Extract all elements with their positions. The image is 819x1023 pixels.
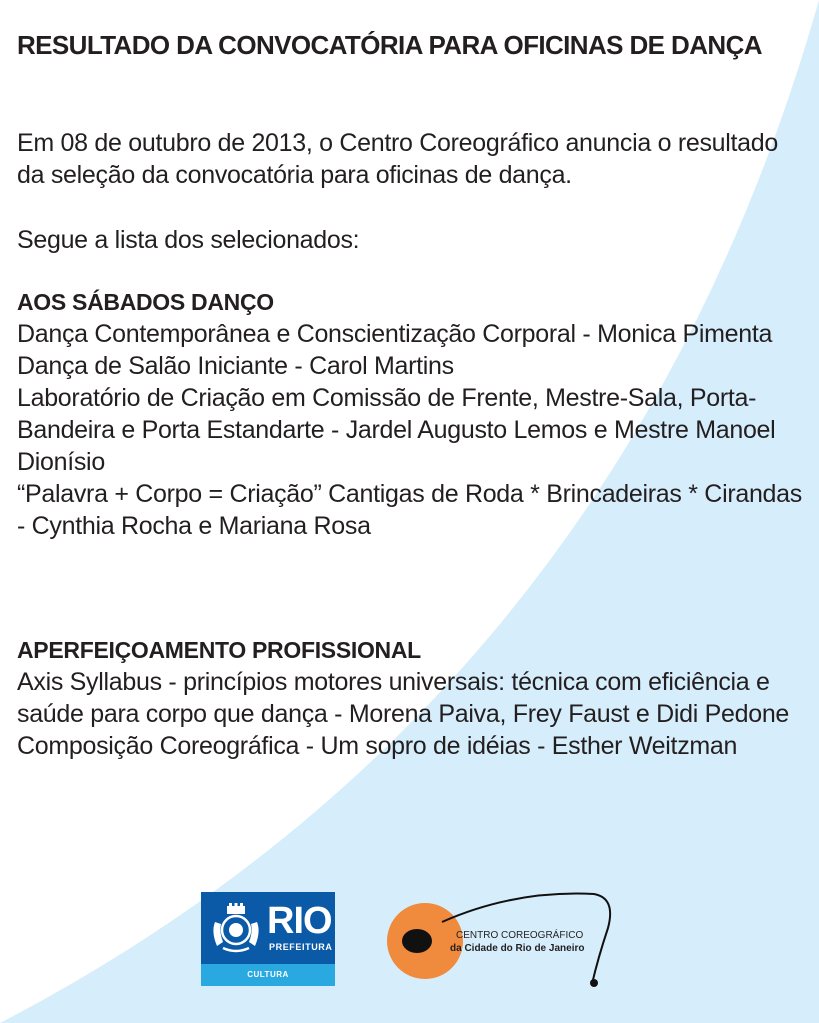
intro-paragraph: Em 08 de outubro de 2013, o Centro Coreográfico anuncia o resultado da seleção da convocatória para oficinas de dança. [17, 129, 778, 189]
section-heading: AOS SÁBADOS DANÇO [17, 289, 274, 315]
list-item: Composição Coreográfica - Um sopro de idéias - Esther Weitzman [17, 732, 738, 760]
rio-crest-icon [209, 902, 263, 954]
list-item: Laboratório de Criação em Comissão de Frente, Mestre-Sala, Porta-Bandeira e Porta Estandarte - Jardel Augusto Lemos e Mestre Manoel Dionísio [17, 384, 776, 476]
list-item: Axis Syllabus - princípios motores universais: técnica com eficiência e saúde para corpo que dança - Morena Paiva, Frey Faust e Didi Pedone [17, 668, 790, 728]
rio-prefeitura-logo [201, 892, 335, 986]
centro-name-line1: CENTRO COREOGRÁFICO [456, 930, 584, 941]
list-intro: Segue a lista dos selecionados: [17, 226, 360, 254]
list-item: Dança de Salão Iniciante - Carol Martins [17, 352, 454, 380]
page-title: RESULTADO DA CONVOCATÓRIA PARA OFICINAS DE DANÇA [17, 30, 762, 60]
centro-coreografico-logo [384, 888, 614, 990]
centro-name-line2: da Cidade do Rio de Janeiro [450, 943, 585, 954]
rio-wordmark: RIO [267, 900, 332, 942]
list-item: Dança Contemporânea e Conscientização Corporal - Monica Pimenta [17, 320, 773, 348]
section-heading: APERFEIÇOAMENTO PROFISSIONAL [17, 637, 421, 663]
list-item: “Palavra + Corpo = Criação” Cantigas de Roda * Brincadeiras * Cirandas - Cynthia Rocha e Mariana Rosa [17, 480, 802, 540]
section-aperfeicoamento [17, 634, 807, 762]
rio-logo-panel [201, 892, 335, 964]
rio-cultura-bar: CULTURA [201, 964, 335, 986]
rio-prefeitura-label: PREFEITURA [269, 942, 333, 952]
section-aos-sabados [17, 286, 807, 542]
